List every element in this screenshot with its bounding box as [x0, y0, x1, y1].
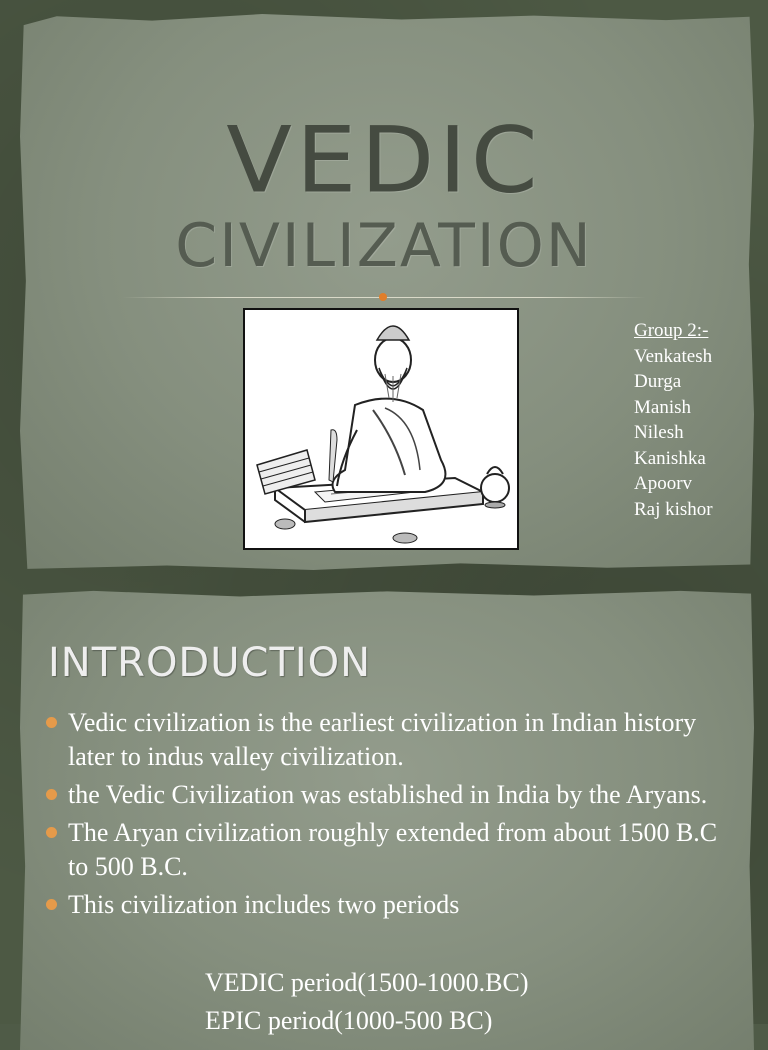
group-title: Group 2:- — [634, 320, 709, 341]
group-member: Venkatesh — [634, 345, 713, 367]
group-member: Raj kishor — [634, 498, 713, 520]
slide-subtitle: CIVILIZATION — [175, 211, 593, 281]
group-member: Nilesh — [634, 422, 684, 443]
group-member: Durga — [634, 371, 682, 392]
bullet-dot-icon — [46, 789, 57, 800]
period-line: EPIC period(1000-500 BC) — [205, 1006, 493, 1035]
bullet-dot-icon — [46, 827, 57, 838]
group-member: Kanishka — [634, 447, 706, 469]
bullet-text: The Aryan civilization roughly extended from about 1500 B.C to 500 B.C. — [68, 818, 718, 881]
slide-title: VEDIC — [226, 106, 542, 214]
bullet-text: the Vedic Civilization was established in India by the Aryans. — [68, 780, 708, 809]
group-members-box — [634, 318, 752, 522]
bullet-text: Vedic civilization is the earliest civilization in Indian history later to indus valley civilization. — [68, 708, 697, 771]
group-member: Manish — [634, 396, 691, 418]
bullet-list — [46, 706, 726, 926]
bullet-text: This civilization includes two periods — [68, 890, 460, 919]
bullet-dot-icon — [46, 717, 57, 728]
sage-illustration — [243, 308, 519, 550]
bullet-dot-icon — [46, 899, 57, 910]
period-line: VEDIC period(1500-1000.BC) — [205, 968, 529, 997]
bullet-item — [46, 778, 726, 812]
bullet-item — [46, 816, 726, 884]
bullet-item — [46, 888, 726, 922]
group-member: Apoorv — [634, 473, 693, 494]
divider-dot — [379, 293, 387, 301]
sage-writing-image — [245, 310, 517, 548]
introduction-heading: INTRODUCTION — [48, 640, 372, 686]
bullet-item — [46, 706, 726, 774]
